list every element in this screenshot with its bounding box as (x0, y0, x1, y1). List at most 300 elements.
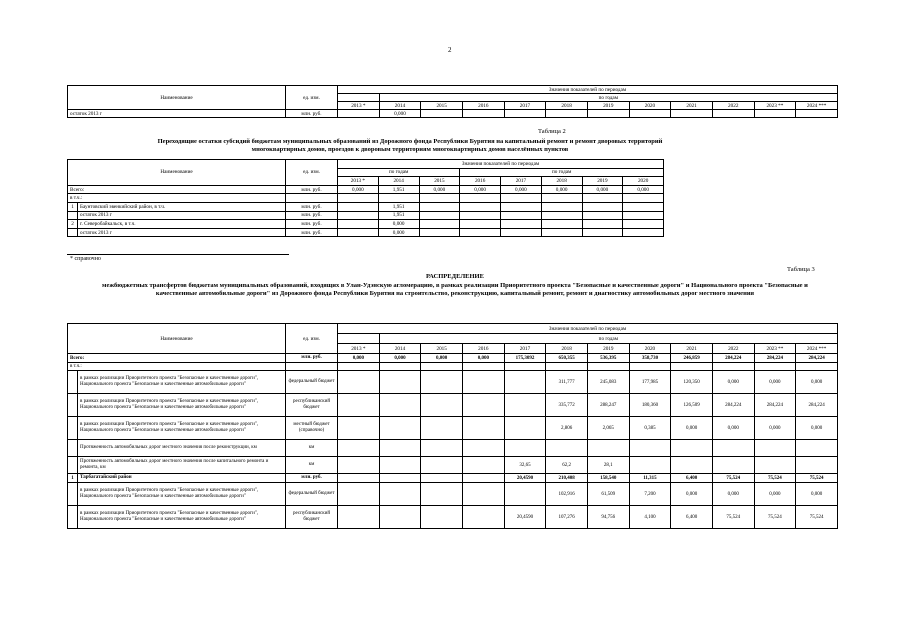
table-cell: км (286, 440, 338, 457)
footnote-line (67, 254, 289, 255)
table-cell (582, 228, 623, 237)
table-cell (419, 194, 460, 203)
table-cell: 0,000 (712, 483, 754, 506)
year-header: 2013 * (338, 102, 380, 110)
table-cell: 0,000 (671, 483, 713, 506)
year-header: 2015 (421, 102, 463, 110)
table-cell: 175,3092 (504, 354, 546, 363)
table-cell: в рамках реализации Приоритетного проекта "Безопасные и качественные дороги", Национального проекта "Безопасные и качественные автомобильные дороги" (78, 417, 286, 440)
table-cell: млн. руб. (286, 211, 338, 220)
table-cell (501, 228, 542, 237)
table-cell (671, 457, 713, 474)
header-name: Наименование (68, 160, 286, 186)
table-cell (796, 440, 838, 457)
year-header: 2018 (541, 177, 582, 186)
table-cell: остаток 2013 г (68, 110, 286, 118)
table-cell (338, 363, 380, 371)
table-cell: 75,524 (712, 506, 754, 529)
table-2-label: Таблица 2 (538, 128, 566, 135)
table-cell (623, 202, 664, 211)
table-cell (629, 457, 671, 474)
header-by-years: по годам (338, 168, 460, 177)
table-cell: 180,360 (629, 394, 671, 417)
table-cell (338, 202, 379, 211)
table-cell: Всего: (68, 354, 286, 363)
table-cell: млн. руб. (286, 228, 338, 237)
year-header: 2024 *** (796, 344, 838, 354)
year-header: 2021 (671, 102, 713, 110)
table-cell: 288,247 (587, 394, 629, 417)
table-cell: 246,859 (671, 354, 713, 363)
table-cell (68, 440, 78, 457)
table-cell (338, 506, 380, 529)
table-cell (504, 440, 546, 457)
table-cell: 61,509 (587, 483, 629, 506)
table-cell: Всего: (68, 185, 286, 194)
table-cell: 284,224 (712, 394, 754, 417)
table-cell: 0,000 (582, 185, 623, 194)
table-cell: 32,65 (504, 457, 546, 474)
table-cell: 284,224 (754, 354, 796, 363)
table-cell: 0,000 (623, 185, 664, 194)
table-cell: остаток 2013 г (78, 228, 286, 237)
table-row (68, 363, 838, 371)
table-cell (338, 483, 380, 506)
table-cell (712, 440, 754, 457)
table-cell: 0,000 (796, 417, 838, 440)
table-cell: 75,524 (754, 474, 796, 483)
table-cell (462, 474, 504, 483)
table-cell (421, 371, 463, 394)
table-cell (504, 417, 546, 440)
table-cell (582, 202, 623, 211)
table-2-footnote: * справочно (70, 256, 101, 262)
table-cell: 284,224 (712, 354, 754, 363)
table-cell: 0,000 (460, 185, 501, 194)
table-cell (68, 371, 78, 394)
year-header: 2015 (421, 344, 463, 354)
year-header: 2016 (462, 344, 504, 354)
table-cell (546, 110, 588, 118)
table-cell: в рамках реализации Приоритетного проекта "Безопасные и качественные дороги", Национального проекта "Безопасные и качественные автомобильные дороги" (78, 394, 286, 417)
table-cell (541, 220, 582, 229)
year-header: 2019 (582, 177, 623, 186)
table-cell (712, 363, 754, 371)
table-cell (338, 417, 380, 440)
table-cell: 210,408 (546, 474, 588, 483)
table-cell: 0,000 (378, 220, 419, 229)
table-cell: в т.ч.: (68, 363, 286, 371)
table-cell (546, 363, 588, 371)
table-cell (421, 474, 463, 483)
table-cell: 284,224 (796, 354, 838, 363)
table-row (68, 371, 838, 394)
table-cell (421, 440, 463, 457)
table-cell: 20,4590 (504, 506, 546, 529)
year-header: 2023 ** (754, 344, 796, 354)
table-cell: млн. руб. (286, 202, 338, 211)
table-1 (67, 85, 838, 118)
table-cell (338, 334, 380, 344)
table-cell (68, 506, 78, 529)
table-cell: местный бюджет (справочно) (286, 417, 338, 440)
year-header: 2021 (671, 344, 713, 354)
table-cell: 0,385 (629, 417, 671, 440)
year-header: 2016 (460, 177, 501, 186)
table-row (68, 202, 664, 211)
table-cell: в рамках реализации Приоритетного проекта "Безопасные и качественные дороги", Национального проекта "Безопасные и качественные автомобильные дороги" (78, 371, 286, 394)
table-cell (68, 417, 78, 440)
table-cell (462, 417, 504, 440)
table-cell (68, 394, 78, 417)
year-header: 2017 (504, 102, 546, 110)
table-cell: млн. руб. (286, 474, 338, 483)
header-unit: ед. изм. (286, 160, 338, 186)
year-header: 2019 (587, 344, 629, 354)
table-cell (754, 457, 796, 474)
table-cell (379, 457, 421, 474)
table-cell (379, 363, 421, 371)
year-header: 2013 * (338, 177, 379, 186)
table-cell (462, 457, 504, 474)
year-header: 2018 (546, 344, 588, 354)
year-header: 2024 *** (796, 102, 838, 110)
table-cell (338, 474, 380, 483)
table-cell (338, 94, 380, 102)
header-name: Наименование (68, 86, 286, 110)
table-cell: в рамках реализации Приоритетного проекта "Безопасные и качественные дороги", Национального проекта "Безопасные и качественные автомобильные дороги" (78, 506, 286, 529)
table-cell (671, 440, 713, 457)
table-cell (460, 228, 501, 237)
table-cell: Протяженность автомобильных дорог местного значения после капитального ремонта и ремонта, км (78, 457, 286, 474)
table-cell: млн. руб. (286, 110, 338, 118)
table-cell: 536,395 (587, 354, 629, 363)
year-header: 2016 (462, 102, 504, 110)
header-unit: ед. изм. (286, 86, 338, 110)
table-cell (796, 363, 838, 371)
table-cell (338, 211, 379, 220)
table-cell (712, 110, 754, 118)
table-cell (629, 363, 671, 371)
table-cell: 0,000 (712, 371, 754, 394)
table-row (68, 474, 838, 483)
table-cell: республиканский бюджет (286, 394, 338, 417)
table-cell (501, 194, 542, 203)
table-row (68, 394, 838, 417)
table-cell (462, 394, 504, 417)
table-cell (460, 202, 501, 211)
year-header: 2015 (419, 177, 460, 186)
header-row (68, 86, 838, 94)
table-cell (338, 228, 379, 237)
table-cell (421, 483, 463, 506)
table-cell (460, 211, 501, 220)
table-cell: 284,224 (796, 394, 838, 417)
table-cell (582, 194, 623, 203)
table-cell (541, 194, 582, 203)
table-cell: 6,400 (671, 474, 713, 483)
table-cell (68, 228, 78, 237)
year-header: 2020 (629, 344, 671, 354)
table-cell: 0,000 (754, 417, 796, 440)
table-cell: 1 (68, 474, 78, 483)
table-cell (379, 474, 421, 483)
table-cell (338, 110, 380, 118)
table-cell (421, 363, 463, 371)
table-cell: 0,000 (379, 110, 421, 118)
year-header: 2022 (712, 102, 754, 110)
table-cell (68, 211, 78, 220)
table-cell (501, 211, 542, 220)
table-cell: 245,083 (587, 371, 629, 394)
table-row (68, 194, 664, 203)
table-cell (541, 211, 582, 220)
table-cell: 311,777 (546, 371, 588, 394)
header-by-years: по годам (460, 168, 664, 177)
table-cell: млн. руб. (286, 354, 338, 363)
table-cell: республиканский бюджет (286, 506, 338, 529)
table-cell: 6,400 (671, 506, 713, 529)
table-cell (582, 211, 623, 220)
table-cell (796, 457, 838, 474)
table-cell (286, 194, 338, 203)
table-cell: остаток 2013 г (78, 211, 286, 220)
table-cell (754, 363, 796, 371)
table-cell: 0,000 (338, 185, 379, 194)
table-cell (541, 202, 582, 211)
table-cell (587, 440, 629, 457)
header-indicators: Значения показателей по периодам (338, 324, 838, 334)
table-cell: млн. руб. (286, 220, 338, 229)
year-header: 2013 * (338, 344, 380, 354)
table-3-label: Таблица 3 (787, 266, 815, 273)
table-cell: 0,000 (754, 371, 796, 394)
table-cell (754, 440, 796, 457)
year-header: 2014 (379, 102, 421, 110)
year-header: 2022 (712, 344, 754, 354)
table-cell (623, 211, 664, 220)
table-cell (501, 202, 542, 211)
table-cell (338, 457, 380, 474)
table-cell: 0,000 (378, 228, 419, 237)
table-cell: 0,000 (796, 483, 838, 506)
table-cell (338, 220, 379, 229)
table-cell (462, 110, 504, 118)
table-cell (712, 457, 754, 474)
table-cell: 0,000 (419, 185, 460, 194)
table-cell: км (286, 457, 338, 474)
header-name: Наименование (68, 324, 286, 354)
year-header: 2020 (623, 177, 664, 186)
table-cell (462, 371, 504, 394)
table-cell (421, 506, 463, 529)
header-by-years: по годам (379, 334, 837, 344)
table-cell (623, 228, 664, 237)
table-cell: 75,524 (796, 506, 838, 529)
table-row (68, 110, 838, 118)
table-cell: 102,916 (546, 483, 588, 506)
table-cell (419, 220, 460, 229)
table-cell (504, 371, 546, 394)
table-cell: 75,524 (796, 474, 838, 483)
table-cell: 0,000 (462, 354, 504, 363)
table-cell (379, 483, 421, 506)
header-indicators: Значения показателей по периодам (338, 160, 664, 169)
table-cell (796, 110, 838, 118)
table-cell (421, 110, 463, 118)
table-cell: федеральный бюджет (286, 371, 338, 394)
table-3-heading: РАСПРЕДЕЛЕНИЕ (426, 273, 484, 280)
table-3 (67, 323, 838, 529)
table-cell (379, 394, 421, 417)
table-row (68, 417, 838, 440)
table-cell: 1,951 (378, 185, 419, 194)
table-cell (462, 363, 504, 371)
table-cell: 0,000 (671, 417, 713, 440)
table-cell (462, 440, 504, 457)
table-cell: 0,000 (796, 371, 838, 394)
table-cell (338, 394, 380, 417)
table-cell: 120,350 (671, 371, 713, 394)
table-cell (504, 363, 546, 371)
table-cell: 0,000 (379, 354, 421, 363)
table-row (68, 354, 838, 363)
table-cell (419, 228, 460, 237)
table-cell (623, 220, 664, 229)
table-cell (671, 110, 713, 118)
table-cell (629, 110, 671, 118)
table-cell (460, 194, 501, 203)
table-cell (671, 363, 713, 371)
table-cell (587, 363, 629, 371)
table-cell (421, 457, 463, 474)
table-cell: в рамках реализации Приоритетного проекта "Безопасные и качественные дороги", Национального проекта "Безопасные и качественные автомобильные дороги" (78, 483, 286, 506)
table-cell: 126,509 (671, 394, 713, 417)
table-cell: 335,772 (546, 394, 588, 417)
year-header: 2017 (501, 177, 542, 186)
table-cell (338, 440, 380, 457)
table-cell (421, 417, 463, 440)
table-3-title: межбюджетных трансфертов бюджетам муниципальных образований, входящих в Улан-Удэнскую агломерацию, в рамках реализации Приоритетного проекта "Безопасные и качественные дороги" и Национального проекта "Безопасные и качественные автомобильные дороги" из Дорожного фонда Республики Бурятия на строительство, реконструкцию, капитальный ремонт, ремонт и диагностику автомобильных дорог местного значения (102, 282, 808, 298)
header-row (68, 324, 838, 334)
table-cell: Баунтовский эвенкийский район, в т.ч. (78, 202, 286, 211)
table-cell (68, 483, 78, 506)
table-cell (338, 371, 380, 394)
table-row (68, 185, 664, 194)
table-cell (379, 371, 421, 394)
table-cell (541, 228, 582, 237)
table-cell: 11,315 (629, 474, 671, 483)
table-row (68, 483, 838, 506)
table-cell: 62,2 (546, 457, 588, 474)
table-cell: Протяженность автомобильных дорог местного значения после реконструкции, км (78, 440, 286, 457)
table-2 (67, 159, 664, 237)
table-cell: 28,1 (587, 457, 629, 474)
year-header: 2014 (378, 177, 419, 186)
table-cell (379, 440, 421, 457)
year-header: 2014 (379, 344, 421, 354)
table-cell: 358,730 (629, 354, 671, 363)
table-cell: 0,000 (754, 483, 796, 506)
table-cell: 0,000 (541, 185, 582, 194)
table-cell: 158,540 (587, 474, 629, 483)
table-cell (462, 506, 504, 529)
table-cell (460, 220, 501, 229)
table-cell (504, 394, 546, 417)
table-cell: 650,355 (546, 354, 588, 363)
table-row (68, 440, 838, 457)
table-cell: млн. руб. (286, 185, 338, 194)
table-cell (419, 202, 460, 211)
table-cell: 75,524 (712, 474, 754, 483)
year-header: 2019 (587, 102, 629, 110)
table-cell: 284,224 (754, 394, 796, 417)
header-indicators: Значения показателей по периодам (338, 86, 838, 94)
table-cell: 0,000 (421, 354, 463, 363)
table-cell: 0,000 (501, 185, 542, 194)
table-cell: 0,000 (338, 354, 380, 363)
table-row (68, 506, 838, 529)
table-cell (462, 483, 504, 506)
table-cell (582, 220, 623, 229)
table-cell (379, 417, 421, 440)
table-cell: 177,985 (629, 371, 671, 394)
table-cell (504, 483, 546, 506)
table-cell: 94,756 (587, 506, 629, 529)
table-cell: 1,951 (378, 202, 419, 211)
table-cell: 7,200 (629, 483, 671, 506)
table-cell: в т.ч.: (68, 194, 286, 203)
table-cell (754, 110, 796, 118)
table-row (68, 220, 664, 229)
table-cell (68, 457, 78, 474)
table-row (68, 211, 664, 220)
table-cell: 4,100 (629, 506, 671, 529)
table-2-title: Переходящие остатки субсидий бюджетам муниципальных образований из Дорожного фонда Республики Бурятия на капитальный ремонт и ремонт дворовых территорий многоквартирных домов, проездов к дворовым территориям многоквартирных домов населённых пунктов (157, 138, 663, 154)
year-header: 2023 ** (754, 102, 796, 110)
table-cell (419, 211, 460, 220)
table-cell (421, 394, 463, 417)
table-cell (504, 110, 546, 118)
header-unit: ед. изм. (286, 324, 338, 354)
table-cell (546, 440, 588, 457)
table-cell: 1,951 (378, 211, 419, 220)
table-row (68, 457, 838, 474)
table-row (68, 228, 664, 237)
table-cell: 0,000 (712, 417, 754, 440)
page-number: 2 (448, 46, 452, 54)
year-header: 2020 (629, 102, 671, 110)
table-cell: федеральный бюджет (286, 483, 338, 506)
table-cell: 1 (68, 202, 78, 211)
year-header: 2018 (546, 102, 588, 110)
table-cell: 75,524 (754, 506, 796, 529)
table-cell (378, 194, 419, 203)
table-cell (501, 220, 542, 229)
year-header: 2017 (504, 344, 546, 354)
header-row (68, 160, 664, 169)
table-cell: 2,806 (546, 417, 588, 440)
table-cell (629, 440, 671, 457)
table-cell (338, 194, 379, 203)
table-cell (587, 110, 629, 118)
table-cell: г. Северобайкальск, в т.ч. (78, 220, 286, 229)
table-cell: 2 (68, 220, 78, 229)
table-cell: Тарбагатайский район (78, 474, 286, 483)
table-cell (379, 506, 421, 529)
table-cell (286, 363, 338, 371)
header-by-years: по годам (379, 94, 837, 102)
